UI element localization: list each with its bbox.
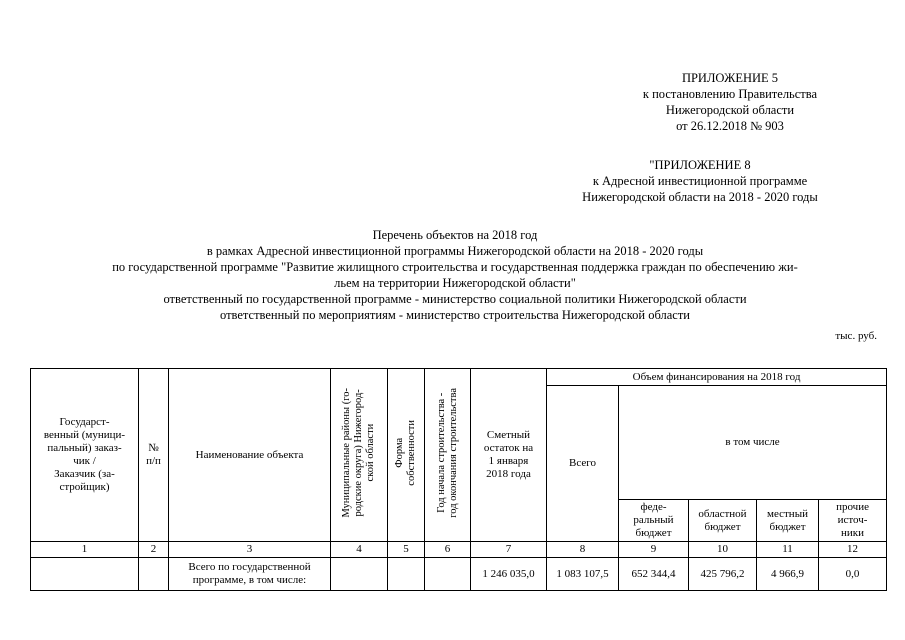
- title-line3: по государственной программе "Развитие жилищного строительства и государственная поддержка граждан по обеспечению жи-: [112, 260, 798, 274]
- document-title: [20, 227, 890, 323]
- total-customer-cell: [31, 558, 139, 591]
- total-name-cell: Всего по государственной программе, в том числе:: [169, 558, 331, 591]
- header-ownership: Форма собственности: [388, 369, 425, 542]
- col-num-1: 1: [31, 542, 139, 558]
- header-other: прочие источ- ники: [819, 500, 887, 542]
- title-line4: льем на территории Нижегородской области": [334, 276, 576, 290]
- total-ownership-cell: [388, 558, 425, 591]
- col-num-4: 4: [331, 542, 388, 558]
- col-num-9: 9: [619, 542, 689, 558]
- annex5-header: [560, 70, 900, 134]
- col-num-2: 2: [139, 542, 169, 558]
- annex8-line1: "ПРИЛОЖЕНИЕ 8: [649, 158, 751, 172]
- col-num-3: 3: [169, 542, 331, 558]
- col-num-7: 7: [471, 542, 547, 558]
- col-num-8: 8: [547, 542, 619, 558]
- annex5-line3: Нижегородской области: [665, 103, 795, 117]
- total-federal-cell: 652 344,4: [619, 558, 689, 591]
- annex8-line3: Нижегородской области на 2018 - 2020 годы: [582, 190, 818, 204]
- header-funding: Объем финансирования на 2018 год: [547, 369, 887, 386]
- units-label: тыс. руб.: [835, 330, 877, 342]
- header-federal: феде- ральный бюджет: [619, 500, 689, 542]
- annex5-line4: от 26.12.2018 № 903: [676, 119, 784, 133]
- annex5-line2: к постановлению Правительства: [642, 87, 818, 101]
- header-local: местный бюджет: [757, 500, 819, 542]
- title-line5: ответственный по государственной программе - министерство социальной политики Нижегородской области: [163, 292, 747, 306]
- header-total: Всего: [547, 386, 619, 542]
- total-num-cell: [139, 558, 169, 591]
- title-line6: ответственный по мероприятиям - министерство строительства Нижегородской области: [220, 308, 690, 322]
- header-customer: Государст- венный (муници- пальный) заказ- чик / Заказчик (за- стройщик): [31, 369, 139, 542]
- header-including: в том числе: [619, 386, 887, 500]
- annex8-header: [500, 157, 900, 205]
- objects-table: [30, 368, 887, 591]
- total-district-cell: [331, 558, 388, 591]
- column-numbers-row: [31, 542, 887, 558]
- header-num: № п/п: [139, 369, 169, 542]
- col-num-5: 5: [388, 542, 425, 558]
- header-regional: областной бюджет: [689, 500, 757, 542]
- header-years: Год начала строительства - год окончания строительства: [425, 369, 471, 542]
- col-num-6: 6: [425, 542, 471, 558]
- header-balance: Сметный остаток на 1 января 2018 года: [471, 369, 547, 542]
- annex5-line1: ПРИЛОЖЕНИЕ 5: [681, 71, 779, 85]
- total-years-cell: [425, 558, 471, 591]
- annex8-line2: к Адресной инвестиционной программе: [592, 174, 808, 188]
- title-line1: Перечень объектов на 2018 год: [372, 228, 538, 242]
- total-local-cell: 4 966,9: [757, 558, 819, 591]
- total-funding-cell: 1 083 107,5: [547, 558, 619, 591]
- table-row: [31, 558, 887, 591]
- header-name: Наименование объекта: [169, 369, 331, 542]
- title-line2: в рамках Адресной инвестиционной программы Нижегородской области на 2018 - 2020 годы: [206, 244, 704, 258]
- total-other-cell: 0,0: [819, 558, 887, 591]
- col-num-10: 10: [689, 542, 757, 558]
- total-balance-cell: 1 246 035,0: [471, 558, 547, 591]
- col-num-11: 11: [757, 542, 819, 558]
- col-num-12: 12: [819, 542, 887, 558]
- header-district: Муниципальные районы (го- родские округа) Нижегород- ской области: [331, 369, 388, 542]
- total-regional-cell: 425 796,2: [689, 558, 757, 591]
